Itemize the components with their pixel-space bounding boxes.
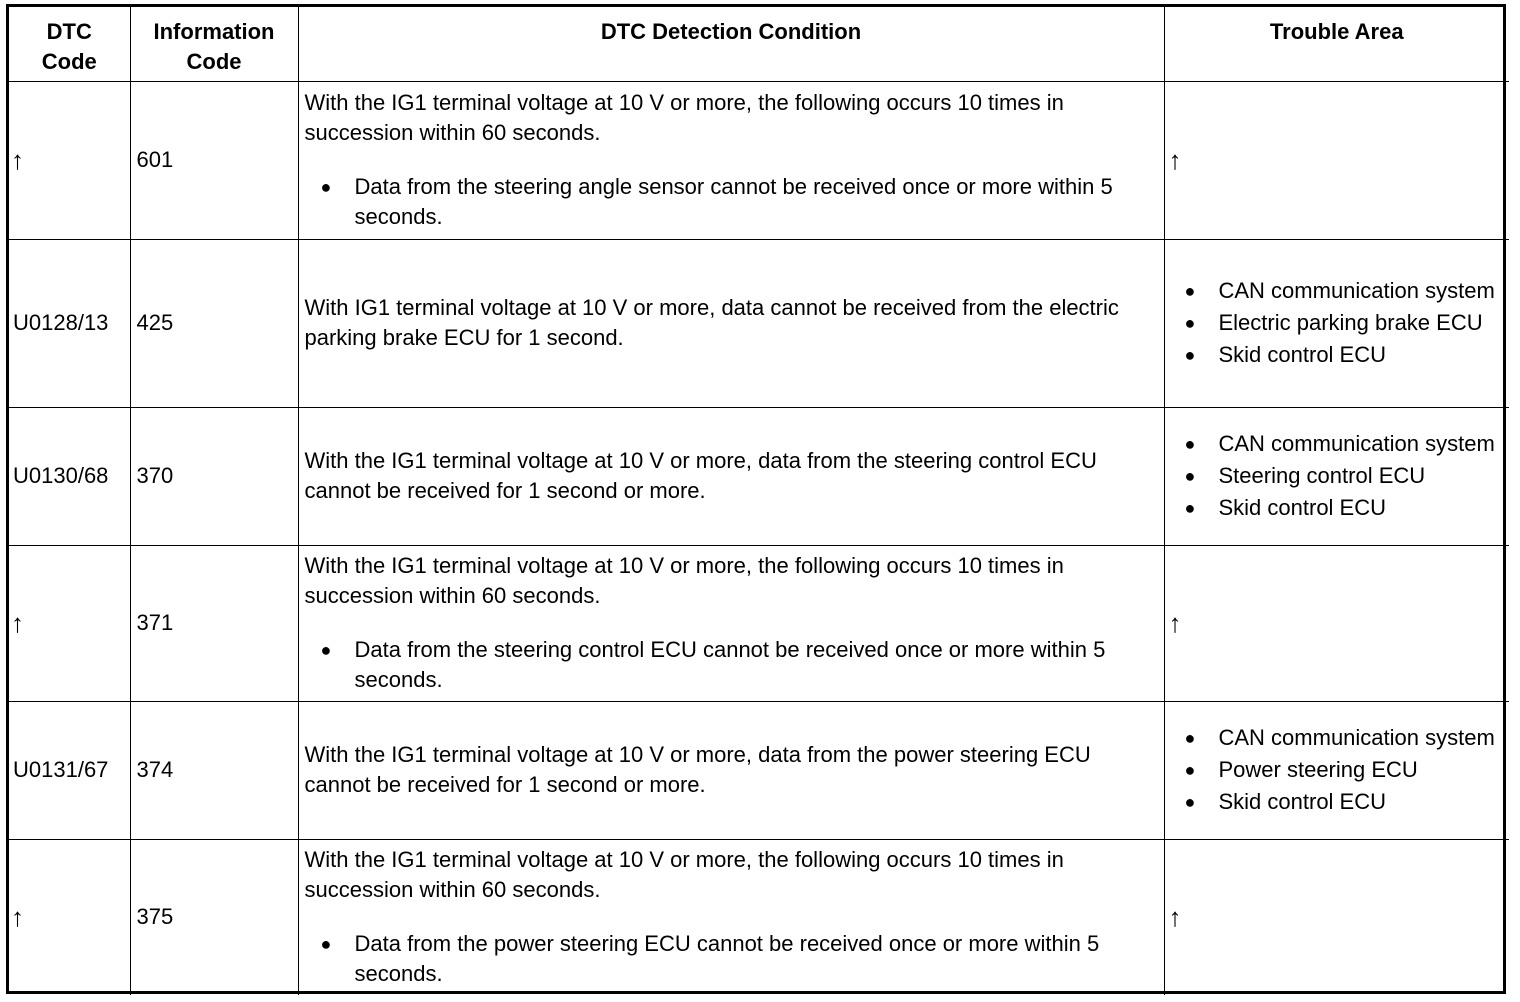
trouble-area-item: ● Power steering ECU bbox=[1185, 755, 1504, 785]
bullet-icon: ● bbox=[320, 640, 332, 660]
dtc-code-cell: ↑ bbox=[9, 545, 130, 701]
bullet-icon: ● bbox=[320, 177, 332, 197]
table-row bbox=[9, 701, 1509, 839]
dtc-code-cell: U0128/13 bbox=[9, 239, 130, 407]
condition-text: With the IG1 terminal voltage at 10 V or more, the following occurs 10 times in succession within 60 seconds. bbox=[304, 90, 1064, 145]
table-row bbox=[9, 239, 1509, 407]
bullet-icon: ● bbox=[1184, 281, 1196, 301]
table-row bbox=[9, 839, 1509, 995]
header-detection-condition: DTC Detection Condition bbox=[298, 7, 1164, 81]
bullet-icon: ● bbox=[1184, 313, 1196, 333]
information-code-cell: 374 bbox=[130, 701, 298, 839]
trouble-area-cell bbox=[1164, 239, 1509, 407]
bullet-icon: ● bbox=[1184, 434, 1196, 454]
header-trouble-area: Trouble Area bbox=[1164, 7, 1509, 81]
table-row bbox=[9, 407, 1509, 545]
table-row bbox=[9, 81, 1509, 239]
information-code-cell: 375 bbox=[130, 839, 298, 995]
bullet-icon: ● bbox=[1184, 728, 1196, 748]
trouble-area-item: ● CAN communication system bbox=[1185, 429, 1504, 459]
trouble-area-item: ● Steering control ECU bbox=[1185, 461, 1504, 491]
dtc-code-cell: U0131/67 bbox=[9, 701, 130, 839]
bullet-icon: ● bbox=[1184, 466, 1196, 486]
trouble-area-item: ● CAN communication system bbox=[1185, 723, 1504, 753]
condition-text: With IG1 terminal voltage at 10 V or more, data cannot be received from the electric parking brake ECU for 1 second. bbox=[304, 295, 1119, 350]
bullet-icon: ● bbox=[1184, 345, 1196, 365]
dtc-table bbox=[9, 7, 1509, 995]
trouble-area-cell: ↑ bbox=[1164, 839, 1509, 995]
condition-text: With the IG1 terminal voltage at 10 V or more, data from the steering control ECU cannot be received for 1 second or more. bbox=[304, 448, 1097, 503]
trouble-area-cell bbox=[1164, 407, 1509, 545]
condition-bullet: ● Data from the steering angle sensor cannot be received once or more within 5 seconds. bbox=[321, 172, 1150, 232]
trouble-area-cell: ↑ bbox=[1164, 545, 1509, 701]
information-code-cell: 370 bbox=[130, 407, 298, 545]
condition-cell bbox=[298, 239, 1164, 407]
condition-bullet: ● Data from the steering control ECU cannot be received once or more within 5 seconds. bbox=[321, 635, 1150, 695]
dtc-code-cell: ↑ bbox=[9, 839, 130, 995]
header-row bbox=[9, 7, 1509, 81]
table-row bbox=[9, 545, 1509, 701]
condition-cell bbox=[298, 407, 1164, 545]
trouble-area-item: ● Skid control ECU bbox=[1185, 787, 1504, 817]
information-code-cell: 601 bbox=[130, 81, 298, 239]
condition-text: With the IG1 terminal voltage at 10 V or more, data from the power steering ECU cannot be received for 1 second or more. bbox=[304, 742, 1091, 797]
trouble-area-cell bbox=[1164, 701, 1509, 839]
trouble-area-item: ● CAN communication system bbox=[1185, 276, 1504, 306]
condition-bullet: ● Data from the power steering ECU cannot be received once or more within 5 seconds. bbox=[321, 929, 1150, 989]
trouble-area-cell: ↑ bbox=[1164, 81, 1509, 239]
bullet-icon: ● bbox=[1184, 760, 1196, 780]
bullet-icon: ● bbox=[1184, 792, 1196, 812]
condition-cell bbox=[298, 81, 1164, 239]
condition-cell bbox=[298, 839, 1164, 995]
bullet-icon: ● bbox=[1184, 498, 1196, 518]
trouble-area-item: ● Skid control ECU bbox=[1185, 340, 1504, 370]
information-code-cell: 371 bbox=[130, 545, 298, 701]
information-code-cell: 425 bbox=[130, 239, 298, 407]
dtc-code-cell: U0130/68 bbox=[9, 407, 130, 545]
bullet-icon: ● bbox=[320, 934, 332, 955]
header-information-code: Information Code bbox=[130, 7, 298, 81]
dtc-code-cell: ↑ bbox=[9, 81, 130, 239]
trouble-area-item: ● Electric parking brake ECU bbox=[1185, 308, 1504, 338]
condition-cell bbox=[298, 701, 1164, 839]
trouble-area-item: ● Skid control ECU bbox=[1185, 493, 1504, 523]
condition-cell bbox=[298, 545, 1164, 701]
header-dtc-code: DTC Code bbox=[9, 7, 130, 81]
dtc-table-frame bbox=[6, 4, 1506, 994]
condition-text: With the IG1 terminal voltage at 10 V or more, the following occurs 10 times in succession within 60 seconds. bbox=[304, 553, 1064, 608]
condition-text: With the IG1 terminal voltage at 10 V or more, the following occurs 10 times in succession within 60 seconds. bbox=[304, 847, 1064, 903]
